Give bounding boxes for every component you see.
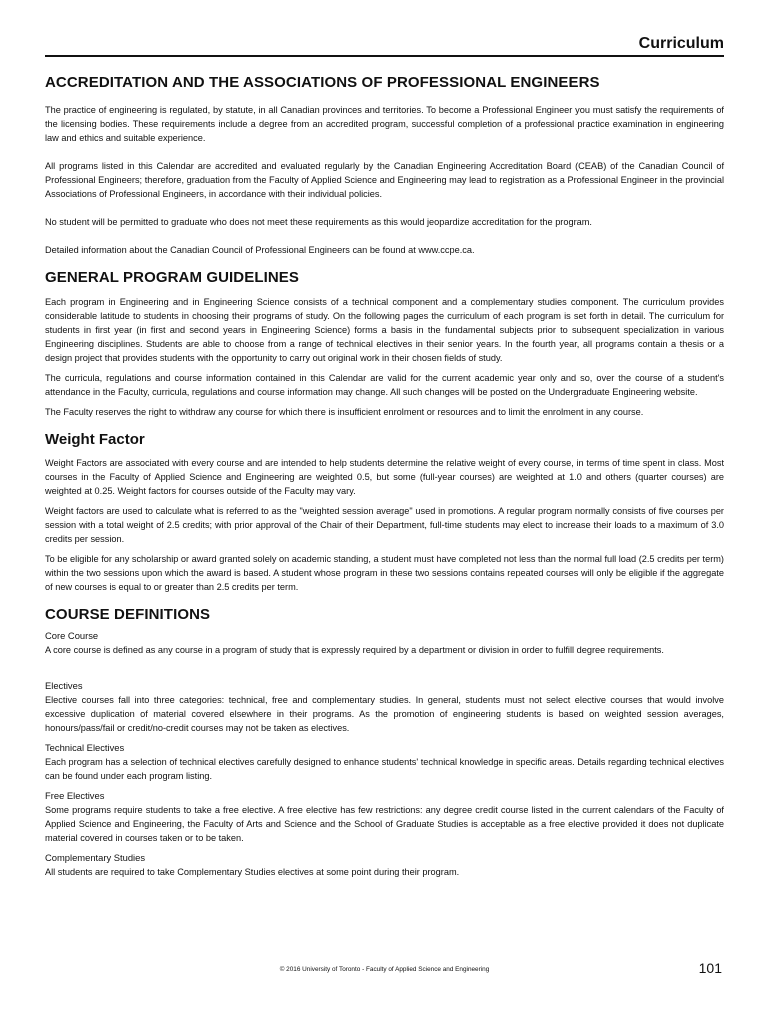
complementary-studies-title: Complementary Studies (45, 852, 146, 863)
core-course-text: A core course is defined as any course in a program of study that is expressly required by a department or division in order to fulfill degree requirements. (45, 645, 664, 655)
guidelines-heading: GENERAL PROGRAM GUIDELINES (45, 269, 300, 286)
document-page (45, 0, 724, 879)
course-definitions-heading: COURSE DEFINITIONS (45, 606, 211, 623)
guidelines-section (45, 268, 724, 419)
free-electives-text: Some programs require students to take a free elective. A free elective has few restrictions: any degree credit course listed in the current calendars of the Faculty of Applied Science and Engineering, the Faculty of Arts and Science and the School of Graduate Studies is acceptable as a free elective provided it does not duplicate material covered in courses taken or to be taken. (45, 805, 724, 843)
electives-text: Elective courses fall into three categories: technical, free and complementary studies. In general, students must not select elective courses that would involve excessive duplication of material covered elsewhere in their programs. As the promotion of engineering students is based on weighted session averages, honours/pass/fail or credit/no-credit courses may not be taken as electives. (45, 695, 724, 733)
weight-factor-paragraph-3: To be eligible for any scholarship or award granted solely on academic standing, a student must have completed not less than the normal full load (2.5 credits per term) within the two sessions upon which the award is based. A student whose program in these two sessions contains repeated courses will only be eligible if the aggregate of new courses is equal to or greater than 2.5 credits per term. (45, 554, 724, 592)
complementary-studies-text: All students are required to take Complementary Studies electives at some point during their program. (45, 867, 460, 877)
guidelines-paragraph-1: Each program in Engineering and in Engineering Science consists of a technical component and a complementary studies component. The curriculum provides considerable latitude to students in choosing their programs of study. On the following pages the curriculum of each program is set forth in detail. The curriculum for students in first year (in first and second years in Engineering Science) forms a basis in the fundamental subjects prior to subsequent specialization in various Engineering disciplines. Students are able to choose from a range of technical electives in their senior years. In the fourth year, all programs contain a thesis or a design project that provides students with the opportunity to carry out original work in their chosen fields of study. (45, 297, 724, 363)
accreditation-paragraph-3: No student will be permitted to graduate who does not meet these requirements as this would jeopardize accreditation for the program. (45, 217, 592, 227)
weight-factor-paragraph-2: Weight factors are used to calculate what is referred to as the "weighted session average" used in promotions. A regular program normally consists of five courses per session with a total weight of 2.5 credits; with prior approval of the Chair of their Department, full-time students may elect to increase their loads to a maximum of 3.0 credits per session. (45, 506, 724, 544)
page-footer (45, 960, 724, 982)
accreditation-paragraph-2: All programs listed in this Calendar are accredited and evaluated regularly by the Canadian Engineering Accreditation Board (CEAB) of the Canadian Council of Professional Engineers; therefore, graduation from the Faculty of Applied Science and Engineering may lead to registration as a Professional Engineer in the provincial Associations of Professional Engineers, in accordance with their individual policies. (45, 161, 724, 199)
header-title: Curriculum (638, 35, 724, 52)
weight-factor-paragraph-1: Weight Factors are associated with every course and are intended to help students determine the relative weight of every course, in terms of time spent in class. Most courses in the Faculty of Applied Science and Engineering are weighted 0.5, but some (full-year courses) are weighted at 1.0 and others (quarter courses) are weighted at 0.25. Weight factors for courses outside of the Faculty may vary. (45, 458, 724, 496)
electives-title: Electives (45, 680, 83, 691)
footer-copyright: © 2016 University of Toronto - Faculty of Applied Science and Engineering (279, 966, 490, 973)
accreditation-paragraph-1: The practice of engineering is regulated, by statute, in all Canadian provinces and territories. To become a Professional Engineer you must satisfy the requirements of the licensing bodies. These requirements include a degree from an accredited program, successful completion of a professional practice examination in engineering law and ethics and suitable experience. (45, 105, 724, 143)
weight-factor-heading: Weight Factor (45, 431, 145, 448)
weight-factor-section (45, 430, 724, 594)
free-electives-title: Free Electives (45, 790, 105, 801)
running-header (45, 34, 724, 57)
technical-electives-title: Technical Electives (45, 742, 125, 753)
page-number: 101 (698, 960, 722, 976)
guidelines-paragraph-3: The Faculty reserves the right to withdraw any course for which there is insufficient enrolment or resources and to limit the enrolment in any course. (45, 407, 644, 417)
accreditation-section (45, 73, 724, 257)
accreditation-paragraph-4: Detailed information about the Canadian Council of Professional Engineers can be found at www.ccpe.ca. (45, 245, 475, 255)
course-definitions-section (45, 605, 724, 879)
accreditation-heading: ACCREDITATION AND THE ASSOCIATIONS OF PROFESSIONAL ENGINEERS (45, 74, 600, 91)
guidelines-paragraph-2: The curricula, regulations and course information contained in this Calendar are valid for the current academic year only and so, over the course of a student's attendance in the Faculty, curricula, regulations and course information may change. All such changes will be posted on the Undergraduate Engineering website. (45, 373, 724, 397)
core-course-title: Core Course (45, 630, 99, 641)
technical-electives-text: Each program has a selection of technical electives carefully designed to enhance students' technical knowledge in specific areas. Details regarding technical electives can be found under each program listing. (45, 757, 724, 781)
